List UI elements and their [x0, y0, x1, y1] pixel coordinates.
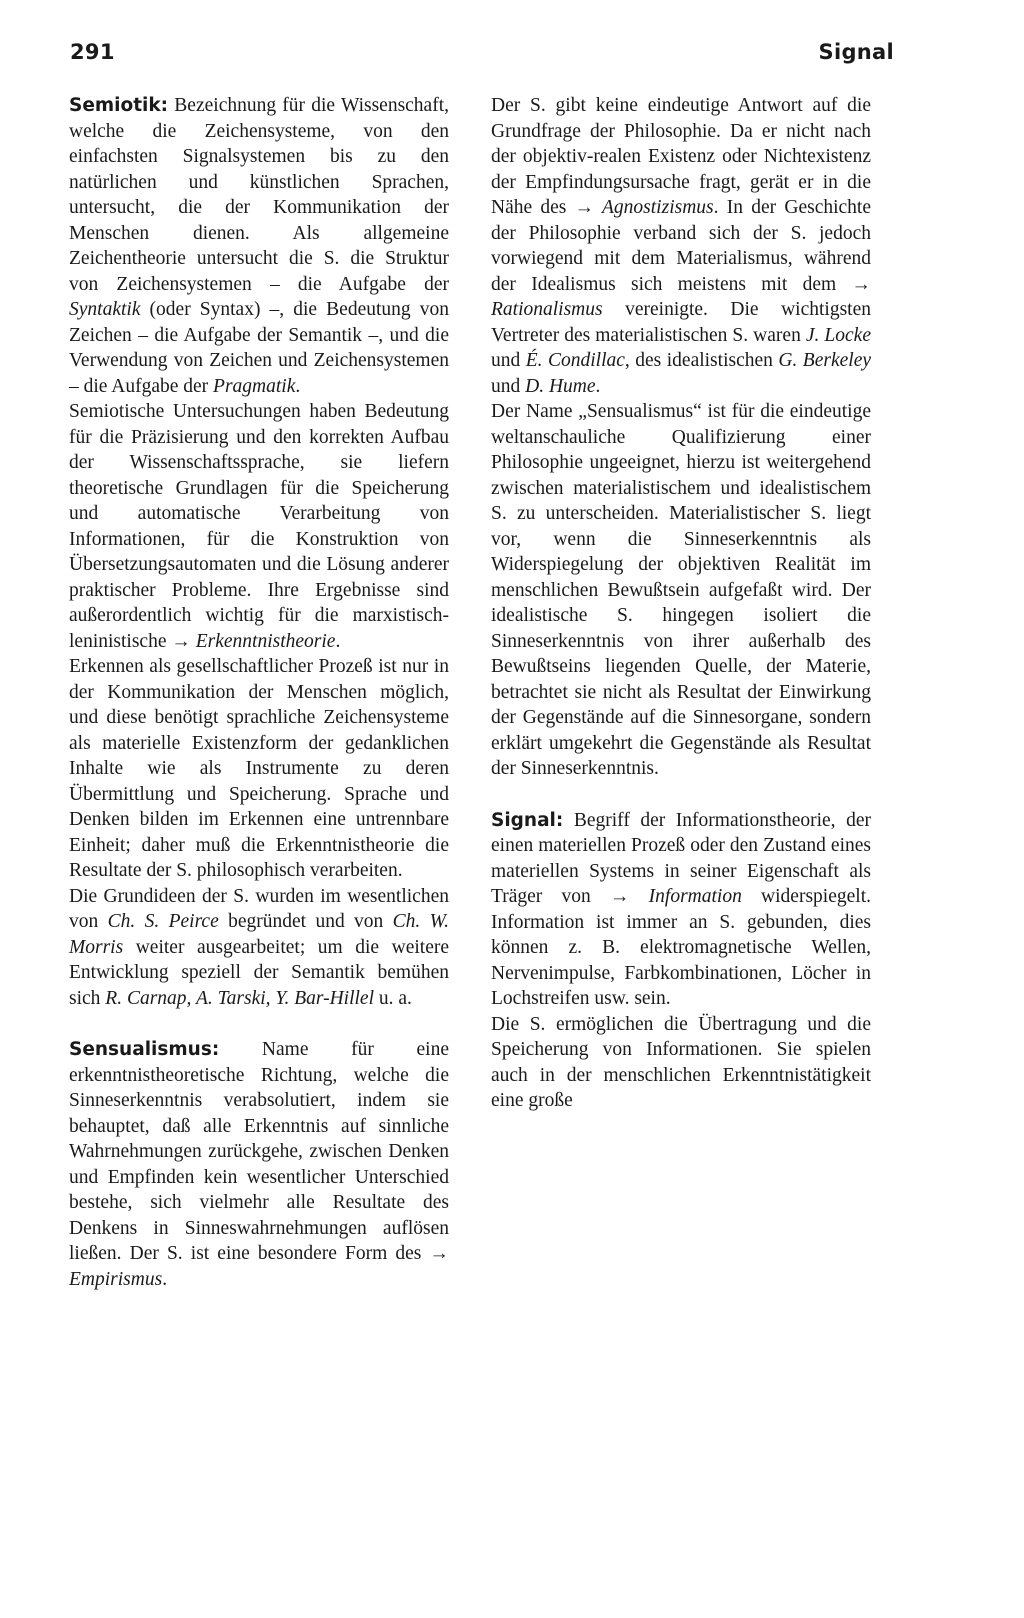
page-number: 291: [70, 40, 115, 64]
entry-term: Sensualismus:: [69, 1039, 220, 1060]
body-text: , des idealistischen: [624, 350, 779, 371]
body-text: und: [491, 375, 526, 397]
body-text: .: [295, 375, 301, 397]
body-text: widerspiegelt. Information ist immer an S. gebunden, dies können z. B. elektromagnetische Wellen, Nervenimpulse, Farbkombinationen, Löcher in Lochstreifen usw. sein.: [491, 886, 871, 1009]
cross-reference: Empirismus: [69, 1268, 163, 1290]
entry-paragraph: [491, 808, 871, 1012]
cross-reference: Erkenntnistheorie: [190, 630, 336, 652]
arrow-icon: →: [574, 197, 595, 218]
entry-signal: [491, 808, 871, 1114]
person-name: J. Locke: [805, 324, 871, 346]
entry-paragraph: Der Name „Sensualismus“ ist für die eindeutige weltanschauliche Qualifizierung einer Philosophie ungeeignet, hierzu ist weitergehend zwischen materialistischem und idealistischem S. zu unterscheiden. Materialistischer S. liegt vor, wenn die Sinneserkenntnis als Widerspiegelung der objektiven Realität im menschlichen Bewußtsein aufgefaßt wird. Der idealistische S. hingegen isoliert die Sinneserkenntnis von ihrer außerhalb des Bewußtseins liegenden Quelle, der Materie, betrachtet sie nicht als Resultat der Einwirkung der Gegenstände auf die Sinnesorgane, sondern erklärt umgekehrt die Gegenstände als Resultat der Sinneserkenntnis.: [491, 401, 871, 779]
body-text: Semiotische Untersuchungen haben Bedeutung für die Präzisierung und den korrekten Aufbau der Wissenschaftssprache, sie liefern theoretische Grundlagen für die Speicherung und automatische Verarbeitung von Informationen, für die Konstruktion von Übersetzungsautomaten und die Lösung anderer praktischer Probleme. Ihre Ergebnisse sind außerordentlich wichtig für die marxistisch-leninistische: [69, 401, 449, 652]
cross-reference: Rationalismus: [491, 299, 603, 320]
left-column: [69, 93, 449, 1318]
body-text: (oder Syntax) –, die Bedeutung von Zeichen – die Aufgabe der Semantik –, und die Verwendung von Zeichen und Zeichensystemen – die Aufgabe der: [69, 299, 449, 397]
entry-paragraph: [69, 884, 449, 1012]
cross-reference: Agnostizismus: [594, 197, 714, 218]
body-text: Die Grundideen der S. wurden im wesentlichen von: [69, 885, 449, 932]
entry-paragraph: [69, 399, 449, 654]
body-text: .: [162, 1268, 168, 1290]
entry-paragraph: [69, 1037, 449, 1292]
person-name: Ch. W. Morris: [69, 911, 449, 958]
entry-paragraph: Die S. ermöglichen die Übertragung und die Speicherung von Informationen. Sie spielen auch in der menschlichen Erkenntnistätigkeit eine große: [491, 1013, 871, 1111]
body-text: .: [595, 375, 601, 397]
arrow-icon: →: [609, 886, 630, 907]
entry-sensualismus: [69, 1037, 449, 1292]
running-head: Signal: [818, 40, 894, 64]
body-text: weiter ausgearbeitet; um die weitere Entwicklung speziell der Semantik bemühen sich: [69, 936, 449, 1009]
body-text: Begriff der Informationstheorie, der einen materiellen Prozeß oder den Zustand eines materiellen Systems in seiner Eigenschaft als Träger von: [491, 809, 871, 907]
person-name: É. Condillac: [525, 350, 625, 371]
body-text: u. a.: [373, 987, 412, 1009]
person-name: D. Hume: [525, 375, 596, 397]
entry-sensualismus-continued: [491, 93, 871, 782]
person-name: G. Berkeley: [778, 350, 872, 371]
cross-reference: Syntaktik: [69, 299, 141, 320]
cross-reference: Pragmatik: [213, 375, 296, 397]
cross-reference: Information: [629, 886, 742, 907]
entry-term: Semiotik:: [69, 95, 169, 116]
body-text: und: [491, 350, 526, 371]
body-text: Der S. gibt keine eindeutige Antwort auf die Grundfrage der Philosophie. Da er nicht nach der objektiv-realen Existenz oder Nichtexistenz der Empfindungsursache fragt, gerät er in die Nähe des: [491, 95, 871, 218]
entry-semiotik: [69, 93, 449, 1011]
entry-paragraph: [491, 93, 871, 399]
person-name: Ch. S. Peirce: [107, 911, 219, 932]
body-text: begründet und von: [218, 911, 393, 932]
body-text: .: [335, 630, 341, 652]
entry-paragraph: Erkennen als gesellschaftlicher Prozeß ist nur in der Kommunikation der Menschen möglich, und diese benötigt sprachliche Zeichensysteme als materielle Existenzform der gedanklichen Inhalte wie als Instrumente zu deren Übermittlung und Speicherung. Sprache und Denken bilden im Erkennen eine untrennbare Einheit; daher muß die Erkenntnistheorie die Resultate der S. philosophisch verarbeiten.: [69, 656, 449, 881]
arrow-icon: →: [429, 1243, 449, 1264]
arrow-icon: →: [171, 630, 191, 652]
right-column: [491, 93, 871, 1140]
body-text: . In der Geschichte der Philosophie verband sich der S. jedoch vorwiegend mit dem Materialismus, während der Idealismus sich meistens mit dem: [491, 197, 871, 295]
entry-term: Signal:: [491, 809, 564, 831]
body-text: vereinigte. Die wichtigsten Vertreter des materialistischen S. waren: [491, 299, 871, 346]
entry-paragraph: [69, 93, 449, 399]
arrow-icon: →: [851, 273, 871, 295]
person-name: R. Carnap, A. Tarski, Y. Bar-Hillel: [105, 987, 374, 1009]
body-text: Bezeichnung für die Wissenschaft, welche die Zeichensysteme, von den einfachsten Signalsystemen bis zu den natürlichen und künstlichen Sprachen, untersucht, die der Kommunikation der Menschen dienen. Als allgemeine Zeichentheorie untersucht die S. die Struktur von Zeichensystemen – die Aufgabe der: [69, 95, 449, 295]
body-text: Name für eine erkenntnistheoretische Richtung, welche die Sinneserkenntnis verabsolutiert, indem sie behauptet, daß alle Erkenntnis auf sinnliche Wahrnehmungen zurückgehe, zwischen Denken und Empfinden kein wesentlicher Unterschied bestehe, sich vielmehr alle Resultate des Denkens in Sinneswahrnehmungen auflösen ließen. Der S. ist eine besondere Form des: [69, 1039, 449, 1264]
